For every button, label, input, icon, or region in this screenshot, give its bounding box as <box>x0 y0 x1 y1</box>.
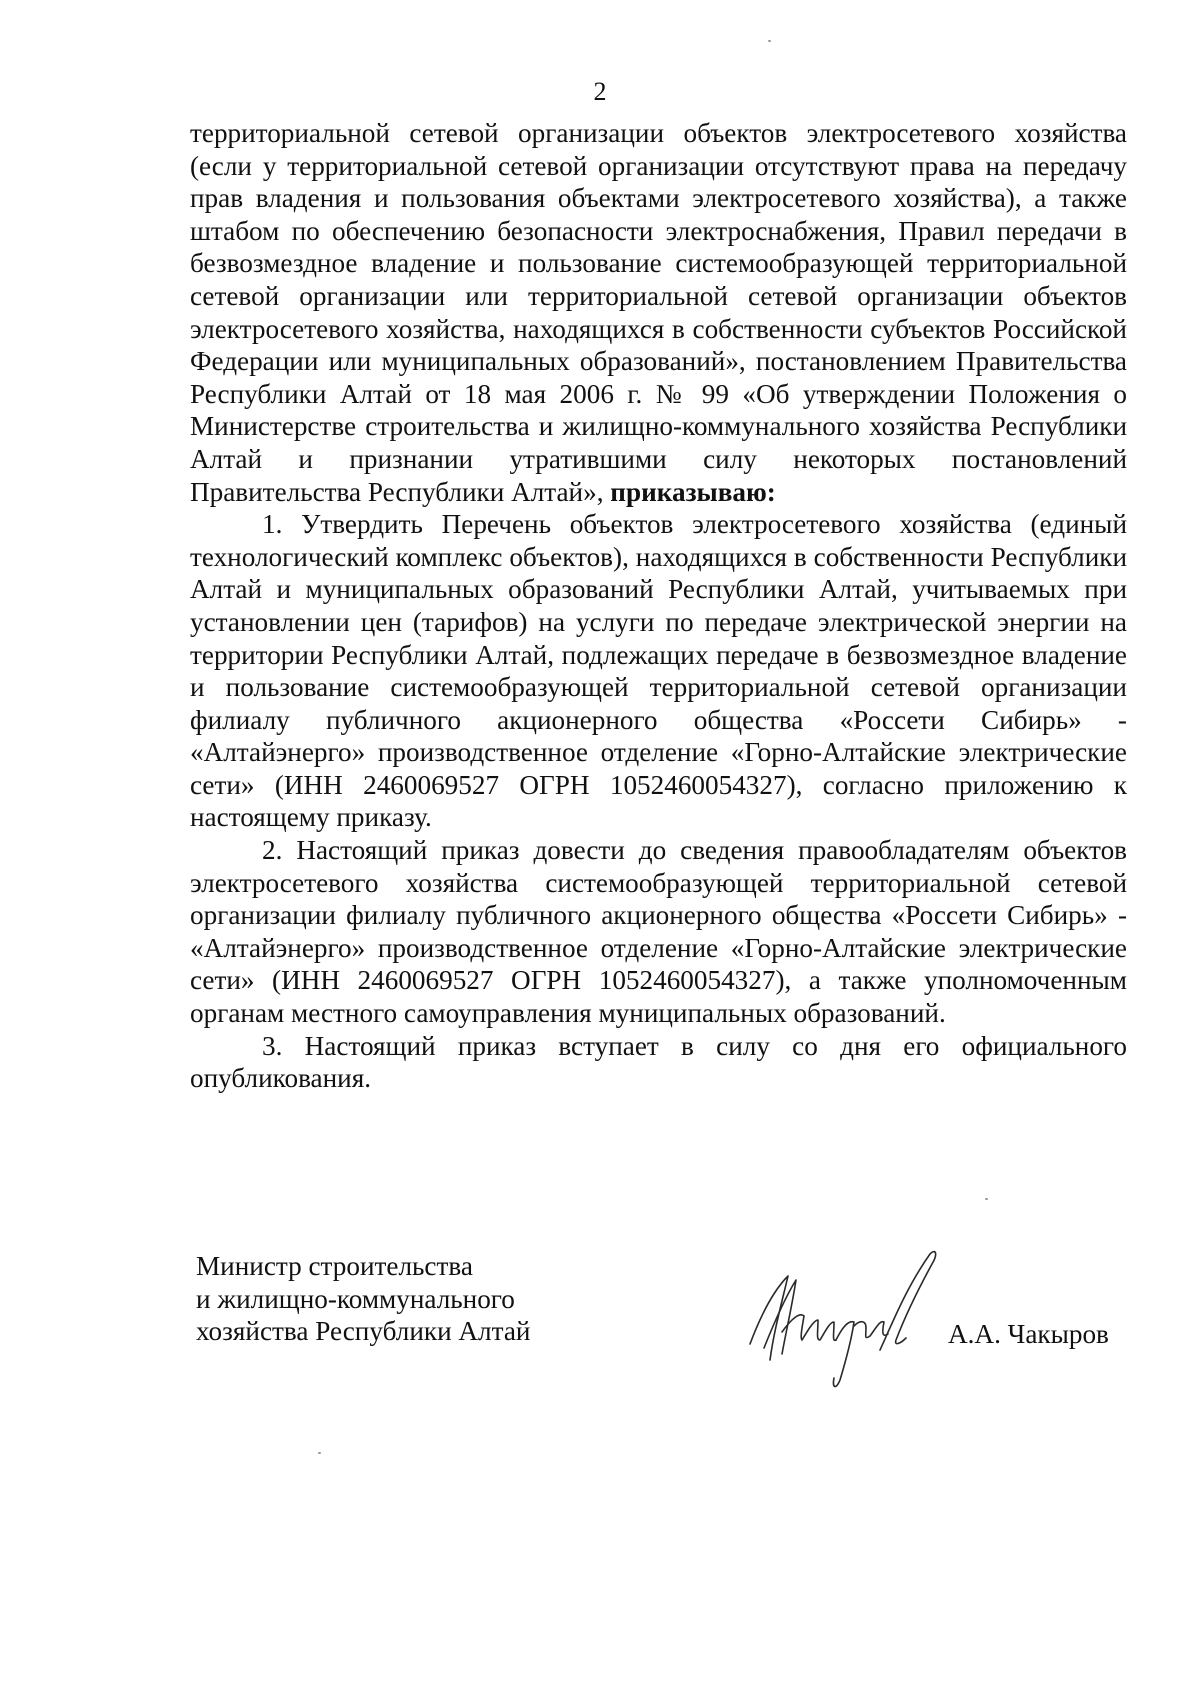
order-body <box>190 117 1127 1095</box>
signature-stroke <box>833 1322 854 1387</box>
order-item-3: 3. Настоящий приказ вступает в силу со дня его официального опубликования. <box>190 1030 1127 1094</box>
order-keyword: приказываю: <box>610 476 776 507</box>
preamble-paragraph <box>190 117 1127 508</box>
signatory-name: А.А. Чакыров <box>948 1319 1109 1349</box>
signature-stroke <box>750 1276 788 1360</box>
handwritten-signature <box>730 1240 960 1390</box>
signature-stroke <box>782 1315 836 1341</box>
position-line: хозяйства Республики Алтай <box>196 1316 531 1347</box>
position-line: и жилищно-коммунального <box>196 1283 515 1314</box>
signatory-position <box>196 1250 530 1348</box>
scan-speck <box>318 1452 321 1454</box>
position-line: Министр строительства <box>196 1251 473 1281</box>
order-item-1: 1. Утвердить Перечень объектов электросетевого хозяйства (единый технологический комплекс объектов), находящихся в собственности Республики Алтай и муниципальных образований Республики Алтай, учитываемых при установлении цен (тарифов) на услуги по передаче электрической энергии на территории Республики Алтай, подлежащих передаче в безвозмездное владение и пользование системообразующей территориальной сетевой организации филиалу публичного акционерного общества «Россети Сибирь» - «Алтайэнерго» производственное отделение «Горно-Алтайские электрические сети» (ИНН 2460069527 ОГРН 1052460054327), согласно приложению к настоящему приказу. <box>190 509 1127 833</box>
order-item-2: 2. Настоящий приказ довести до сведения правообладателям объектов электросетевого хозяйства системообразующей территориальной сетевой организации филиалу публичного акционерного общества «Россети Сибирь» - «Алтайэнерго» производственное отделение «Горно-Алтайские электрические сети» (ИНН 2460069527 ОГРН 1052460054327), а также уполномоченным органам местного самоуправления муниципальных образований. <box>190 835 1127 1029</box>
preamble-text: территориальной сетевой организации объектов электросетевого хозяйства (если у территориальной сетевой организации отсутствуют права на передачу прав владения и пользования объектами электросетевого хозяйства), а также штабом по обеспечению безопасности электроснабжения, Правил передачи в безвозмездное владение и пользование системообразующей территориальной сетевой организации или территориальной сетевой организации объектов электросетевого хозяйства, находящихся в собственности субъектов Российской Федерации или муниципальных образований», постановлением Правительства Республики Алтай от 18 мая 2006 г. № 99 «Об утверждении Положения о Министерстве строительства и жилищно-коммунального хозяйства Республики Алтай и признании утратившими силу некоторых постановлений Правительства Республики Алтай», <box>190 118 1127 507</box>
page-number: 2 <box>593 77 607 106</box>
scan-speck <box>768 40 771 42</box>
signature-stroke <box>880 1252 936 1350</box>
signature-stroke <box>764 1280 796 1354</box>
scan-speck <box>985 1198 988 1200</box>
signature-stroke <box>854 1322 888 1338</box>
